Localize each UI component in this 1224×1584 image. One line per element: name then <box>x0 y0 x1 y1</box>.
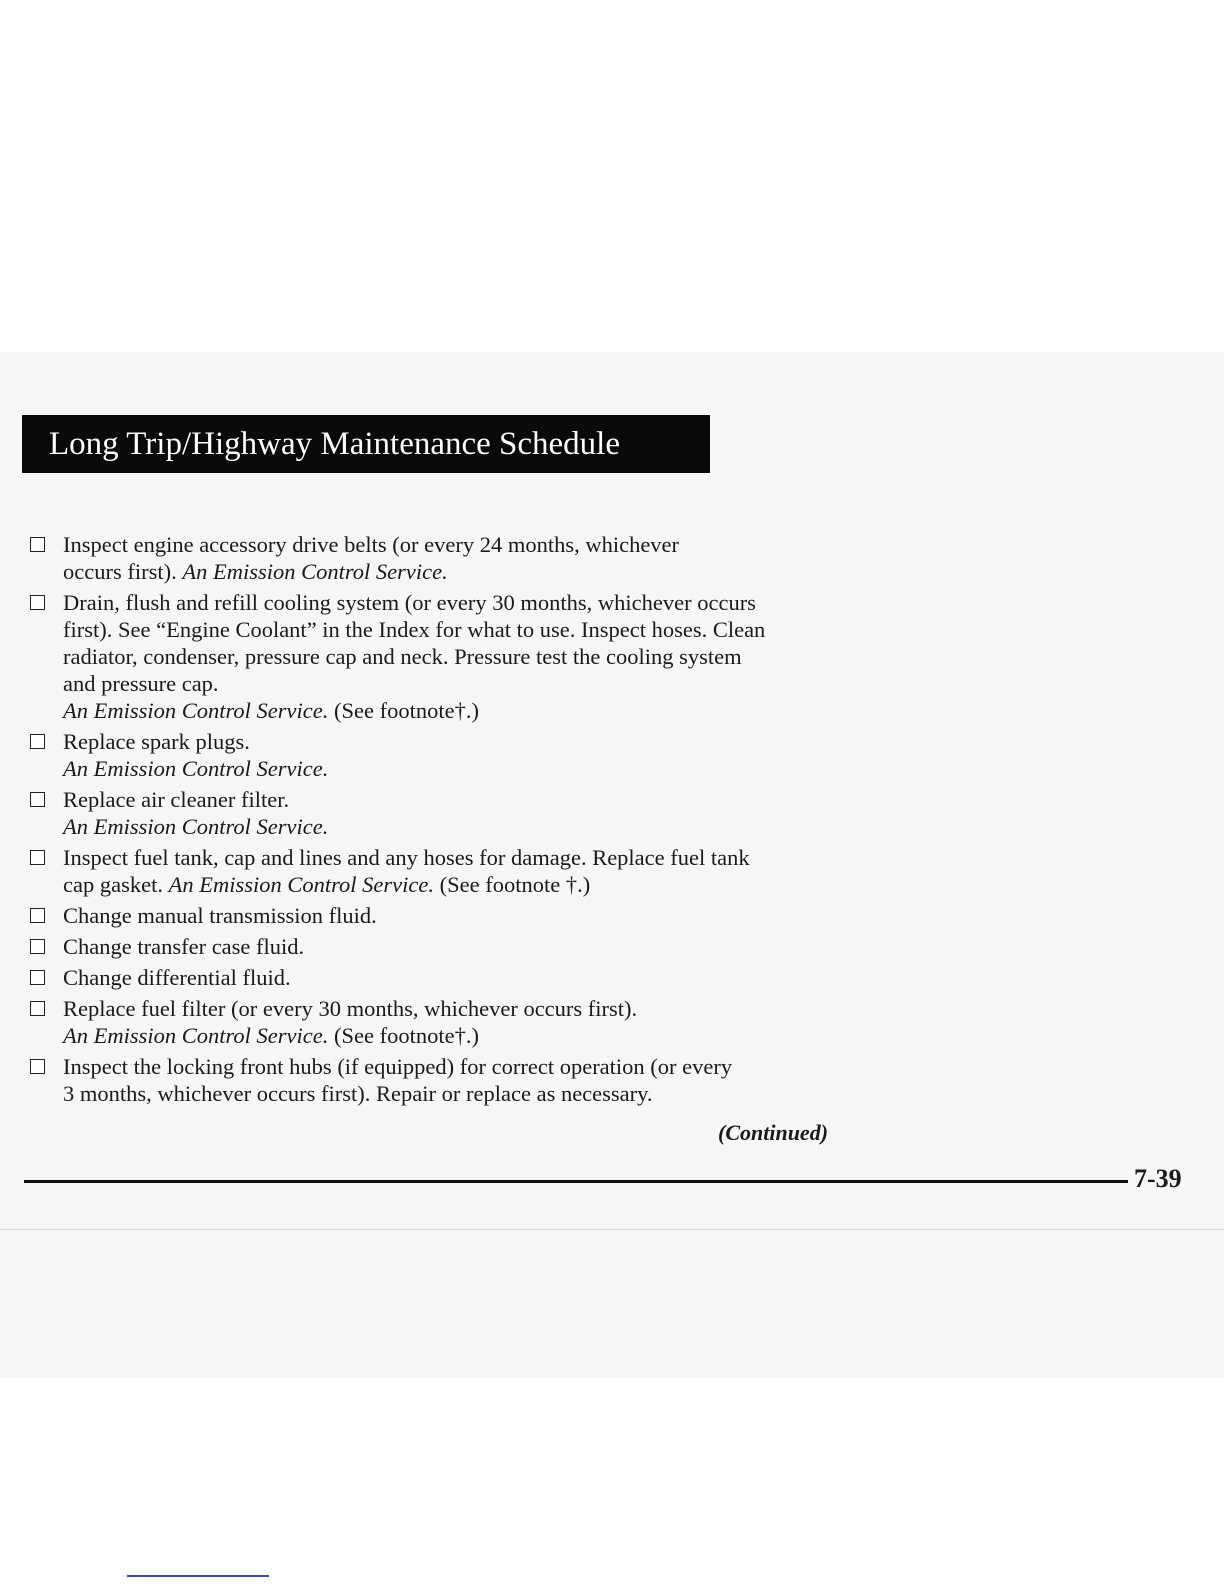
item-text-line <box>63 844 858 871</box>
footnote-reference: (See footnote†.) <box>328 698 479 723</box>
item-text: 3 months, whichever occurs first). Repair or replace as necessary. <box>63 1081 653 1106</box>
item-text: Inspect fuel tank, cap and lines and any hoses for damage. Replace fuel tank <box>63 845 750 870</box>
checklist-item <box>28 1053 858 1107</box>
item-text-line <box>63 531 858 558</box>
section-title: Long Trip/Highway Maintenance Schedule <box>22 415 710 473</box>
checklist-item <box>28 964 858 991</box>
item-text: Change manual transmission fluid. <box>63 903 377 928</box>
item-text: Replace air cleaner filter. <box>63 787 290 812</box>
item-text-line <box>63 964 858 991</box>
emission-control-note: An Emission Control Service. <box>63 698 329 723</box>
emission-control-note: An Emission Control Service. <box>63 1023 329 1048</box>
checklist-item <box>28 933 858 960</box>
checklist-item <box>28 902 858 929</box>
item-text: cap gasket. <box>63 872 169 897</box>
item-text-line <box>63 670 858 697</box>
item-text: radiator, condenser, pressure cap and neck. Pressure test the cooling system <box>63 644 742 669</box>
item-text-line <box>63 697 858 724</box>
item-text-line <box>63 589 858 616</box>
footer-rule <box>24 1180 1128 1183</box>
checkbox[interactable] <box>30 1001 45 1016</box>
emission-control-note: An Emission Control Service. <box>182 559 448 584</box>
item-text: Replace spark plugs. <box>63 729 250 754</box>
checkbox[interactable] <box>30 939 45 954</box>
item-text: Change transfer case fluid. <box>63 934 305 959</box>
item-text: Replace fuel filter (or every 30 months, whichever occurs first). <box>63 996 638 1021</box>
item-text-line <box>63 902 858 929</box>
checklist-item <box>28 589 858 724</box>
item-text-line <box>63 933 858 960</box>
item-text-line <box>63 1053 858 1080</box>
item-text-line <box>63 616 858 643</box>
checkbox[interactable] <box>30 792 45 807</box>
footnote-reference: (See footnote†.) <box>328 1023 479 1048</box>
checklist-item <box>28 728 858 782</box>
checkbox[interactable] <box>30 908 45 923</box>
checkbox[interactable] <box>30 850 45 865</box>
item-text-line <box>63 728 858 755</box>
continued-label: (Continued) <box>718 1120 829 1145</box>
maintenance-checklist <box>28 531 858 1111</box>
checkbox[interactable] <box>30 970 45 985</box>
link-underline <box>127 1575 269 1577</box>
item-text-line <box>63 755 858 782</box>
checklist-item <box>28 844 858 898</box>
checkbox[interactable] <box>30 595 45 610</box>
item-text-line <box>63 1080 858 1107</box>
item-text: Drain, flush and refill cooling system (or every 30 months, whichever occurs <box>63 590 756 615</box>
item-text-line <box>63 995 858 1022</box>
item-text-line <box>63 558 858 585</box>
page-number: 7-39 <box>1134 1164 1182 1193</box>
checkbox[interactable] <box>30 734 45 749</box>
page-edge-divider <box>0 1229 1224 1230</box>
item-text-line <box>63 643 858 670</box>
emission-control-note: An Emission Control Service. <box>63 756 329 781</box>
item-text: Inspect engine accessory drive belts (or every 24 months, whichever <box>63 532 680 557</box>
item-text: and pressure cap. <box>63 671 219 696</box>
item-text: Inspect the locking front hubs (if equipped) for correct operation (or every <box>63 1054 733 1079</box>
checklist-item <box>28 995 858 1049</box>
checklist-item <box>28 786 858 840</box>
item-text: first). See “Engine Coolant” in the Index for what to use. Inspect hoses. Clean <box>63 617 766 642</box>
item-text-line <box>63 813 858 840</box>
checkbox[interactable] <box>30 537 45 552</box>
emission-control-note: An Emission Control Service. <box>168 872 434 897</box>
item-text-line <box>63 786 858 813</box>
item-text-line <box>63 1022 858 1049</box>
item-text: Change differential fluid. <box>63 965 291 990</box>
checklist-item <box>28 531 858 585</box>
item-text: occurs first). <box>63 559 183 584</box>
checkbox[interactable] <box>30 1059 45 1074</box>
footnote-reference: (See footnote †.) <box>433 872 591 897</box>
item-text-line <box>63 871 858 898</box>
emission-control-note: An Emission Control Service. <box>63 814 329 839</box>
